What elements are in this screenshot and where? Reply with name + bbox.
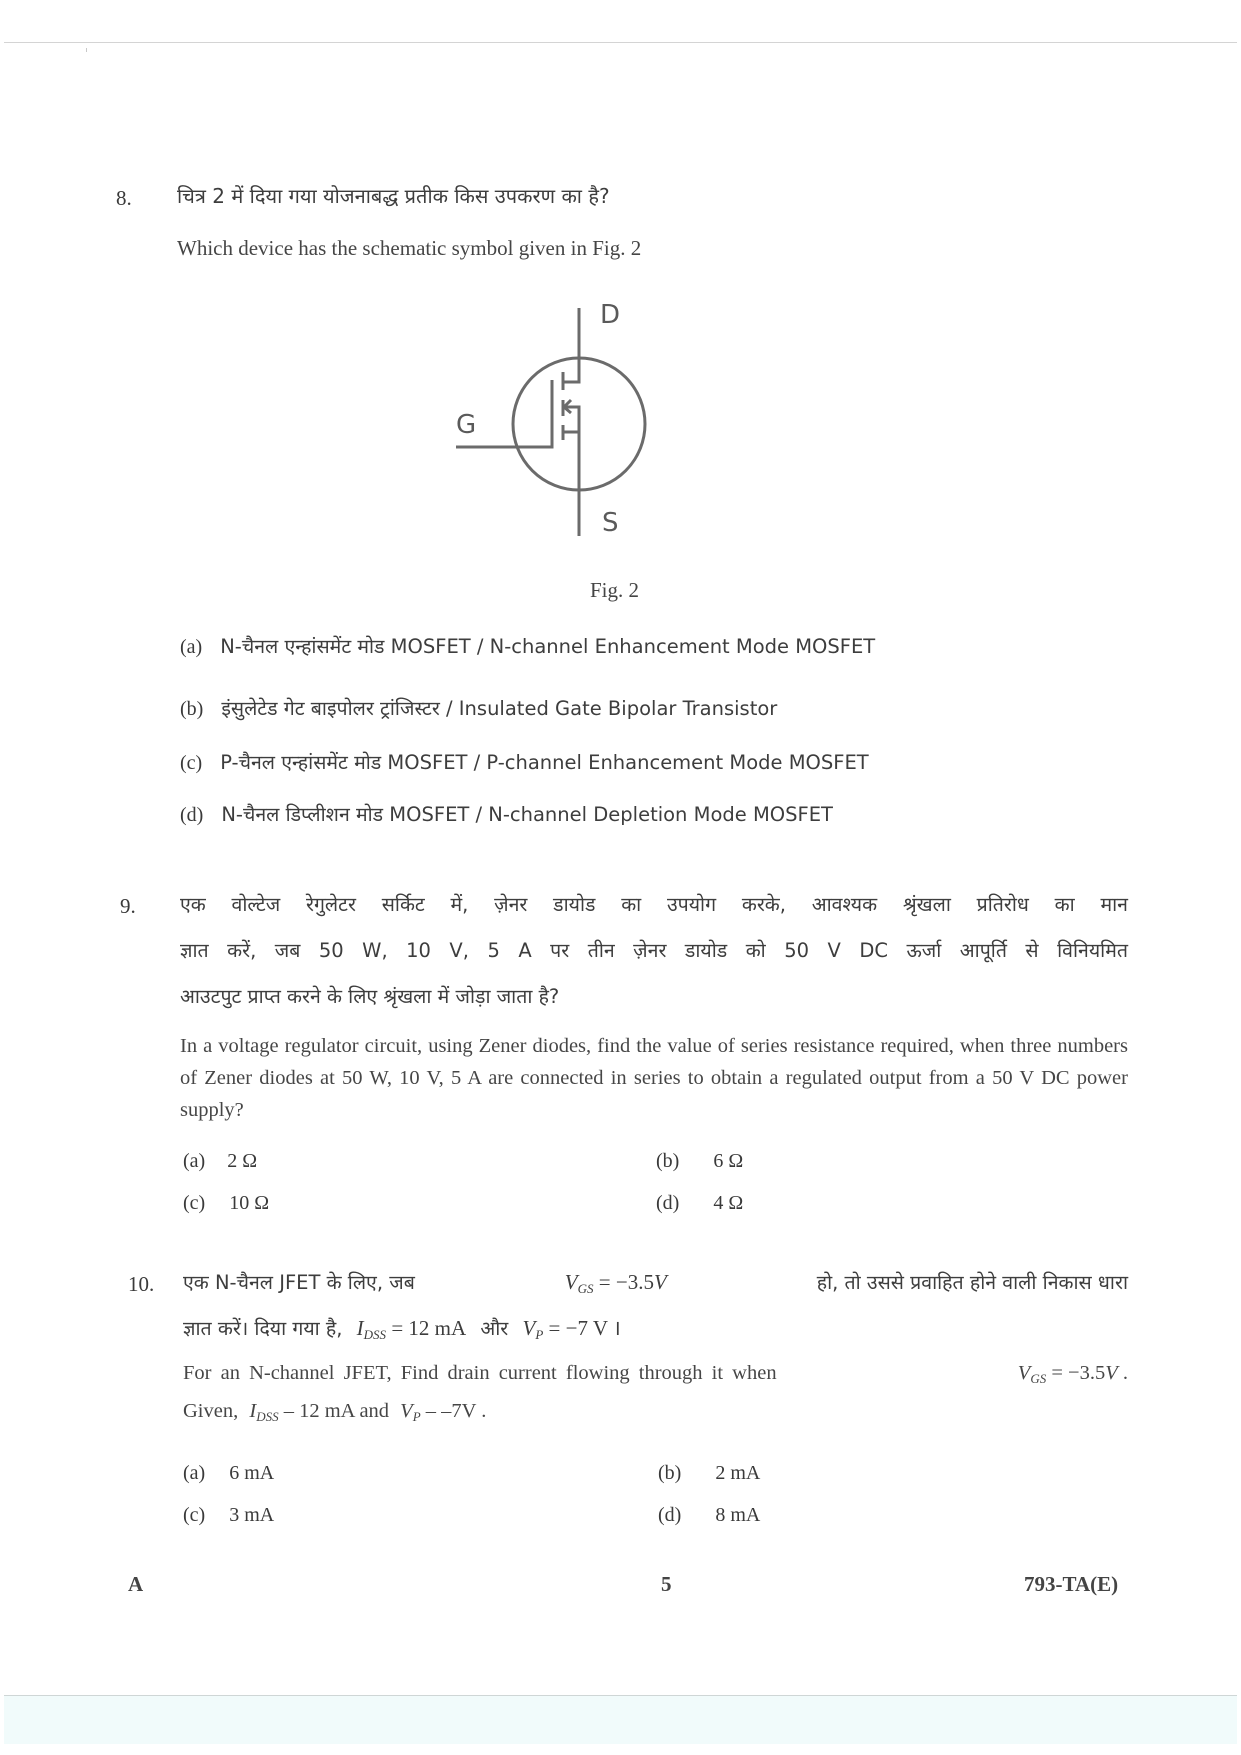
- figure-caption: Fig. 2: [590, 578, 640, 602]
- question-text-hindi-line-1: एक वोल्टेज रेगुलेटर सर्किट में, ज़ेनर डायोड का उपयोग करके, आवश्यक श्रृंखला प्रतिरोध का मान: [180, 893, 1128, 916]
- var-i: I: [356, 1316, 364, 1340]
- hindi-text-pre: एक N-चैनल JFET के लिए, जब: [183, 1271, 415, 1294]
- option-text: N-चैनल डिप्लीशन मोड MOSFET / N-channel Depletion Mode MOSFET: [221, 803, 833, 826]
- question-text-hindi-line-2: [183, 1314, 621, 1343]
- question-text-english-line-2: [183, 1400, 486, 1425]
- option-label: (c): [180, 752, 203, 774]
- scan-edge-line-top: [4, 42, 1237, 43]
- option-text: 4 Ω: [713, 1192, 744, 1214]
- var-v: V: [400, 1400, 413, 1422]
- option-b[interactable]: [658, 1462, 760, 1485]
- option-label: (b): [656, 1150, 680, 1172]
- question-number: 9.: [120, 894, 136, 918]
- question-text-hindi-line-2: ज्ञात करें, जब 50 W, 10 V, 5 A पर तीन ज़ेनर डायोड को 50 V DC ऊर्जा आपूर्ति से विनियमित: [180, 939, 1128, 962]
- option-text: 6 Ω: [713, 1150, 744, 1172]
- value: = 12 mA: [386, 1316, 467, 1340]
- option-text: 10 Ω: [229, 1192, 270, 1214]
- subscript-p: P: [535, 1327, 544, 1342]
- option-label: (b): [180, 698, 204, 720]
- subscript-p: P: [412, 1409, 421, 1424]
- question-text-english: In a voltage regulator circuit, using Zener diodes, find the value of series resistance required, when three numbers of Zener diodes at 50 W, 10 V, 5 A are connected in series to obtain a regulated output from a 50 V DC power supply?: [180, 1035, 1128, 1121]
- option-text: इंसुलेटेड गेट बाइपोलर ट्रांजिस्टर / Insulated Gate Bipolar Transistor: [221, 697, 778, 720]
- option-text: 2 Ω: [227, 1150, 258, 1172]
- period: .: [1117, 1362, 1128, 1384]
- option-text: N-चैनल एन्हांसमेंट मोड MOSFET / N-channel Enhancement Mode MOSFET: [220, 635, 876, 658]
- unit: V: [653, 1270, 667, 1294]
- subscript-dss: DSS: [363, 1327, 387, 1342]
- option-label: (a): [183, 1462, 206, 1484]
- var-i: I: [249, 1400, 257, 1422]
- option-b[interactable]: [656, 1150, 743, 1173]
- value: = −7 V ।: [543, 1316, 621, 1340]
- terminal-label-source: S: [602, 508, 619, 538]
- subscript-gs: GS: [1030, 1371, 1047, 1386]
- series-code: A: [128, 1572, 144, 1596]
- option-label: (c): [183, 1504, 206, 1526]
- unit: V: [1105, 1362, 1118, 1384]
- scan-speck: [86, 48, 87, 52]
- option-d[interactable]: [180, 800, 833, 827]
- option-label: (d): [656, 1192, 680, 1214]
- hindi-and: और: [480, 1317, 509, 1340]
- option-d[interactable]: [658, 1504, 760, 1527]
- option-label: (d): [658, 1504, 682, 1526]
- value: – –7V .: [420, 1400, 487, 1422]
- option-a[interactable]: [180, 632, 875, 659]
- option-label: (b): [658, 1462, 682, 1484]
- option-label: (d): [180, 804, 204, 826]
- var-v: V: [522, 1316, 536, 1340]
- option-label: (c): [183, 1192, 206, 1214]
- hindi-text-post: हो, तो उससे प्रवाहित होने वाली निकास धारा: [816, 1271, 1128, 1294]
- var-v: V: [1017, 1362, 1031, 1384]
- option-c[interactable]: [180, 748, 869, 775]
- terminal-label-gate: G: [456, 410, 477, 440]
- formula-vp: [400, 1400, 486, 1422]
- option-text: 3 mA: [229, 1504, 275, 1526]
- formula-vgs: [1018, 1362, 1128, 1387]
- option-text: 8 mA: [715, 1504, 761, 1526]
- question-text-hindi-line-3: आउटपुट प्राप्त करने के लिए श्रृंखला में जोड़ा जाता है?: [180, 985, 560, 1008]
- subscript-dss: DSS: [256, 1409, 279, 1424]
- scan-bottom-band: [4, 1695, 1237, 1744]
- question-number: 8.: [116, 186, 132, 210]
- var-v: V: [564, 1270, 578, 1294]
- option-c[interactable]: [183, 1192, 269, 1215]
- english-text: Given,: [183, 1400, 239, 1422]
- option-text: 2 mA: [715, 1462, 761, 1484]
- question-text-english: Which device has the schematic symbol given in Fig. 2: [177, 236, 642, 260]
- option-d[interactable]: [656, 1192, 743, 1215]
- english-text: For an N-channel JFET, Find drain current flowing through it when: [183, 1362, 777, 1384]
- option-b[interactable]: [180, 694, 777, 721]
- option-label: (a): [180, 636, 203, 658]
- page-number: 5: [661, 1572, 672, 1596]
- hindi-text-pre: ज्ञात करें। दिया गया है,: [183, 1317, 343, 1340]
- formula-vp: [523, 1316, 621, 1340]
- option-a[interactable]: [183, 1462, 274, 1485]
- value: = −3.5: [1046, 1362, 1106, 1384]
- option-c[interactable]: [183, 1504, 274, 1527]
- option-a[interactable]: [183, 1150, 257, 1173]
- value: = −3.5: [593, 1270, 654, 1294]
- question-text-hindi-line-1: [183, 1268, 1128, 1297]
- subscript-gs: GS: [577, 1281, 594, 1296]
- option-label: (a): [183, 1150, 206, 1172]
- question-number: 10.: [128, 1272, 155, 1296]
- formula-idss: [249, 1400, 389, 1422]
- formula-idss: [357, 1316, 466, 1340]
- value: – 12 mA and: [278, 1400, 390, 1422]
- question-text-hindi: चित्र 2 में दिया गया योजनाबद्ध प्रतीक किस उपकरण का है?: [177, 184, 610, 208]
- option-text: P-चैनल एन्हांसमेंट मोड MOSFET / P-channel Enhancement Mode MOSFET: [220, 751, 869, 774]
- mosfet-symbol-icon: [500, 300, 740, 550]
- paper-code: 793-TA(E): [1024, 1572, 1119, 1596]
- question-text-english-line-1: [183, 1362, 1128, 1387]
- option-text: 6 mA: [229, 1462, 275, 1484]
- terminal-label-drain: D: [600, 300, 621, 330]
- formula-vgs: [565, 1270, 667, 1297]
- mosfet-schematic-figure: [500, 300, 740, 550]
